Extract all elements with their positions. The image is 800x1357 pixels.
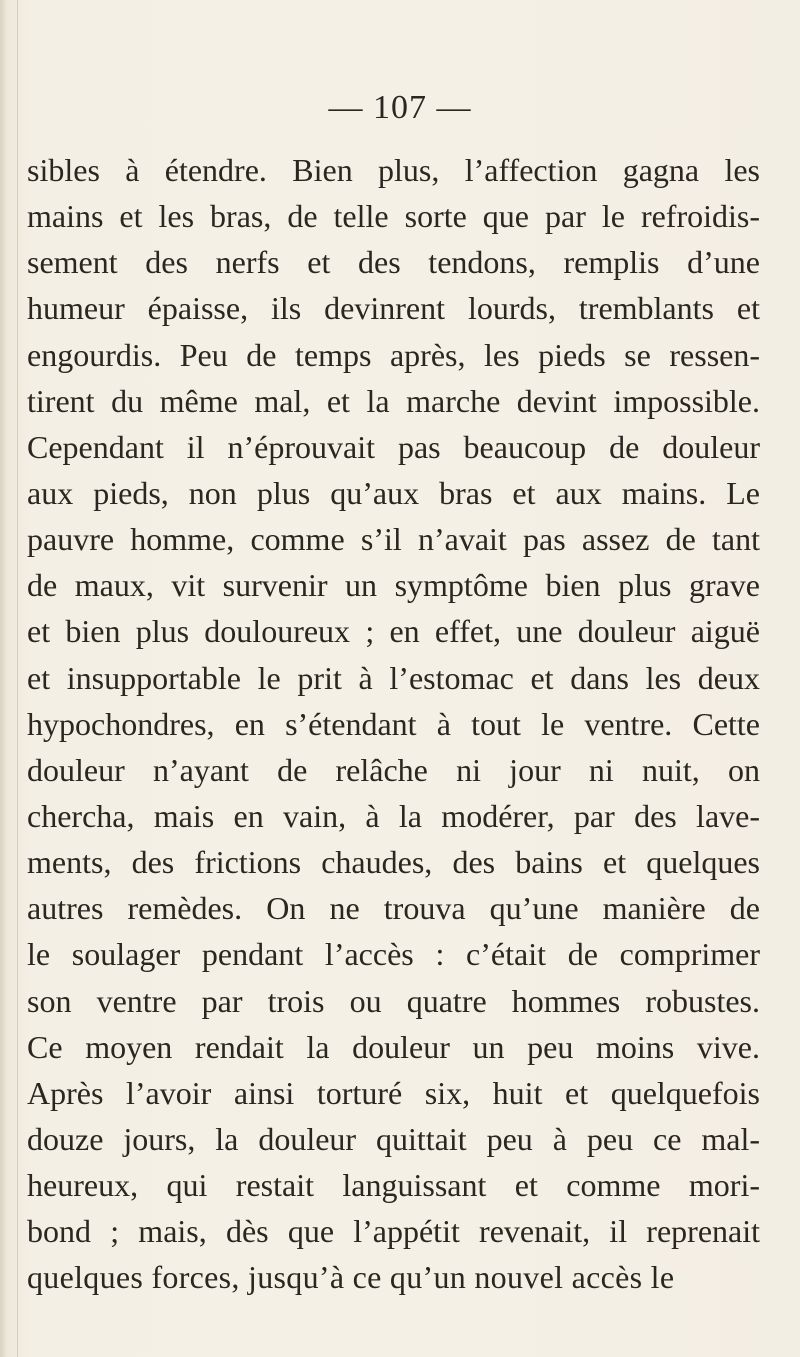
text-line-25: quelques forces, jusqu’à ce qu’un nouvel accès le <box>27 1259 675 1296</box>
text-line-23: heureux, qui restait languissant et comme mori- <box>27 1167 760 1204</box>
text-line-2: mains et les bras, de telle sorte que par le refroidis- <box>27 198 760 235</box>
page-gutter-line <box>17 0 18 1357</box>
text-line-6: tirent du même mal, et la marche devint impossible. <box>27 382 760 419</box>
text-line-14: douleur n’ayant de relâche ni jour ni nuit, on <box>27 751 760 788</box>
text-line-17: autres remèdes. On ne trouva qu’une manière de <box>27 890 760 927</box>
text-line-9: pauvre homme, comme s’il n’avait pas assez de tant <box>27 521 760 558</box>
text-line-18: le soulager pendant l’accès : c’était de comprimer <box>27 936 760 973</box>
text-line-5: engourdis. Peu de temps après, les pieds se ressen- <box>27 336 760 373</box>
body-text <box>27 147 760 1301</box>
text-line-24: bond ; mais, dès que l’appétit revenait, il reprenait <box>27 1213 760 1250</box>
text-line-20: Ce moyen rendait la douleur un peu moins vive. <box>27 1028 760 1065</box>
page-number: — 107 — <box>328 89 472 126</box>
text-line-10: de maux, vit survenir un symptôme bien plus grave <box>27 567 760 604</box>
text-line-8: aux pieds, non plus qu’aux bras et aux mains. Le <box>27 474 760 511</box>
text-line-1: sibles à étendre. Bien plus, l’affection gagna les <box>27 152 760 188</box>
text-line-15: chercha, mais en vain, à la modérer, par des lave- <box>27 797 760 834</box>
page-binding-edge <box>0 0 6 1357</box>
text-line-19: son ventre par trois ou quatre hommes robustes. <box>27 982 760 1019</box>
text-line-4: humeur épaisse, ils devinrent lourds, tremblants et <box>27 290 760 327</box>
text-line-11: et bien plus douloureux ; en effet, une douleur aiguë <box>27 613 760 650</box>
text-line-13: hypochondres, en s’étendant à tout le ventre. Cette <box>27 705 760 742</box>
text-line-16: ments, des frictions chaudes, des bains et quelques <box>27 844 760 881</box>
text-line-7: Cependant il n’éprouvait pas beaucoup de douleur <box>27 428 760 465</box>
text-line-21: Après l’avoir ainsi torturé six, huit et quelquefois <box>27 1074 760 1111</box>
text-line-22: douze jours, la douleur quittait peu à peu ce mal- <box>27 1120 760 1157</box>
text-line-12: et insupportable le prit à l’estomac et dans les deux <box>27 659 760 696</box>
text-line-3: sement des nerfs et des tendons, remplis d’une <box>27 244 760 281</box>
